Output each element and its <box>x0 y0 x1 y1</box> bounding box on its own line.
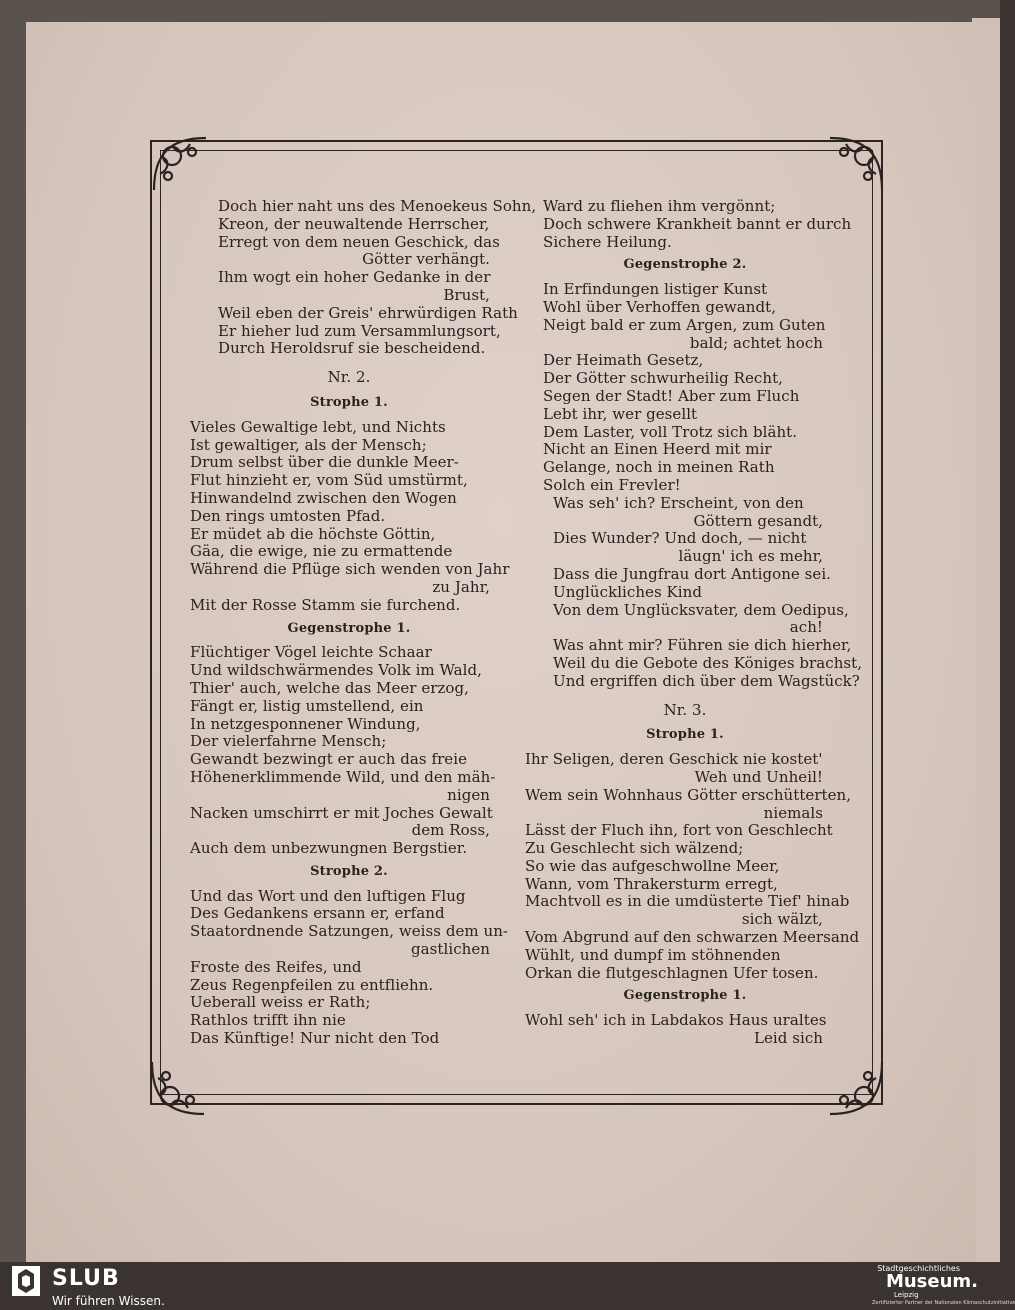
verse-line: So wie das aufgeschwollne Meer, <box>525 856 780 875</box>
verse-line: Auch dem unbezwungnen Bergstier. <box>190 839 468 858</box>
section-heading: Strophe 1. <box>646 727 724 743</box>
verse-line: Gelange, noch in meinen Rath <box>543 458 775 477</box>
verse-line: Drum selbst über die dunkle Meer- <box>190 453 459 472</box>
verse-line: Der Heimath Gesetz, <box>543 351 704 370</box>
verse-line: Höhenerklimmende Wild, und den mäh- <box>190 767 496 786</box>
verse-line: Er müdet ab die höchste Göttin, <box>190 524 436 543</box>
verse-line: Ist gewaltiger, als der Mensch; <box>190 435 427 454</box>
verse-line: Vom Abgrund auf den schwarzen Meersand <box>525 928 860 947</box>
verse-line: Zeus Regenpfeilen zu entfliehn. <box>190 975 434 994</box>
verse-line: Weh und Unheil! <box>694 767 823 786</box>
slub-tagline: Wir führen Wissen. <box>52 1294 165 1308</box>
verse-line: Weil eben der Greis' ehrwürdigen Rath <box>218 303 518 322</box>
museum-city: Leipzig <box>894 1291 919 1299</box>
verse-line: Er hieher lud zum Versammlungsort, <box>218 321 501 340</box>
verse-line: Und wildschwärmendes Volk im Wald, <box>190 661 482 680</box>
corner-ornament-icon <box>826 1058 886 1118</box>
right-text-column <box>525 197 863 1048</box>
verse-line: Von dem Unglücksvater, dem Oedipus, <box>553 600 849 619</box>
verse-line: Wohl seh' ich in Labdakos Haus uraltes <box>525 1011 827 1030</box>
section-heading: Strophe 2. <box>310 863 388 879</box>
verse-line: Der Götter schwurheilig Recht, <box>543 369 783 388</box>
verse-line: Lässt der Fluch ihn, fort von Geschlecht <box>525 821 833 840</box>
verse-line: Fängt er, listig umstellend, ein <box>190 696 424 715</box>
verse-line: Wühlt, und dumpf im stöhnenden <box>525 945 781 964</box>
verse-line: Vieles Gewaltige lebt, und Nichts <box>190 417 446 436</box>
section-heading: Gegenstrophe 1. <box>287 620 411 636</box>
section-heading: Gegenstrophe 2. <box>623 257 747 273</box>
slub-logo-icon[interactable] <box>12 1266 40 1296</box>
verse-line: nigen <box>447 785 490 804</box>
verse-line: Kreon, der neuwaltende Herrscher, <box>218 214 490 233</box>
verse-line: Wem sein Wohnhaus Götter erschütterten, <box>525 785 852 804</box>
verse-line: Was seh' ich? Erscheint, von den <box>553 493 804 512</box>
verse-line: Unglückliches Kind <box>553 582 703 601</box>
verse-line: Flüchtiger Vögel leichte Schaar <box>190 643 432 662</box>
verse-line: Dies Wunder? Und doch, — nicht <box>553 529 807 548</box>
verse-line: Solch ein Frevler! <box>543 475 681 494</box>
verse-line: Staatordnende Satzungen, weiss dem un- <box>190 922 509 941</box>
verse-line: Den rings umtosten Pfad. <box>190 506 386 525</box>
corner-ornament-icon <box>826 134 886 194</box>
verse-line: Doch hier naht uns des Menoekeus Sohn, <box>218 197 537 215</box>
verse-line: Und ergriffen dich über dem Wagstück? <box>553 671 860 690</box>
verse-line: In Erfindungen listiger Kunst <box>543 280 768 299</box>
left-text-column <box>190 197 537 1048</box>
verse-line: Was ahnt mir? Führen sie dich hierher, <box>553 636 852 655</box>
verse-line: Brust, <box>443 285 490 304</box>
verse-line: Durch Heroldsruf sie bescheidend. <box>218 339 486 358</box>
verse-line: Rathlos trifft ihn nie <box>190 1011 346 1030</box>
verse-line: zu Jahr, <box>432 577 490 596</box>
verse-line: Götter verhängt. <box>362 250 490 269</box>
verse-line: Sichere Heilung. <box>543 232 672 251</box>
verse-line: Des Gedankens ersann er, erfand <box>190 904 445 923</box>
verse-line: niemals <box>763 803 823 822</box>
verse-line: Neigt bald er zum Argen, zum Guten <box>543 315 826 334</box>
section-heading: Strophe 1. <box>310 394 388 410</box>
slub-name[interactable]: SLUB <box>52 1266 120 1291</box>
verse-line: Zu Geschlecht sich wälzend; <box>525 839 744 858</box>
verse-line: gastlichen <box>411 940 490 959</box>
verse-line: Flut hinzieht er, vom Süd umstürmt, <box>190 471 468 490</box>
verse-line: Wohl über Verhoffen gewandt, <box>543 297 777 316</box>
verse-line: Orkan die flutgeschlagnen Ufer tosen. <box>525 963 819 982</box>
verse-line: Hinwandelnd zwischen den Wogen <box>190 488 457 507</box>
museum-name[interactable]: Museum. <box>885 1271 978 1292</box>
section-heading: Nr. 3. <box>663 700 707 719</box>
verse-line: Erregt von dem neuen Geschick, das <box>218 232 500 251</box>
verse-line: Weil du die Gebote des Königes brachst, <box>553 653 863 672</box>
verse-line: Nicht an Einen Heerd mit mir <box>543 440 772 459</box>
verse-line: Und das Wort und den luftigen Flug <box>190 886 466 905</box>
verse-line: Gewandt bezwingt er auch das freie <box>190 750 468 769</box>
verse-line: Ueberall weiss er Rath; <box>190 993 371 1012</box>
verse-line: Doch schwere Krankheit bannt er durch <box>543 214 852 233</box>
verse-line: Das Künftige! Nur nicht den Tod <box>190 1029 440 1048</box>
verse-line: Thier' auch, welche das Meer erzog, <box>190 678 469 697</box>
verse-line: Froste des Reifes, und <box>190 957 362 976</box>
corner-ornament-icon <box>148 1058 208 1118</box>
verse-line: Ihr Seligen, deren Geschick nie kostet' <box>525 750 823 769</box>
verse-line: läugn' ich es mehr, <box>678 547 823 566</box>
museum-note: Zertifizierter Partner der Nationalen Klimaschutzinitiative <box>872 1300 1015 1306</box>
museum-label: Stadtgeschichtliches <box>877 1264 960 1273</box>
verse-line: sich wälzt, <box>741 910 823 929</box>
verse-line: Ward zu fliehen ihm vergönnt; <box>543 197 776 215</box>
verse-line: bald; achtet hoch <box>689 333 823 352</box>
verse-line: Ihm wogt ein hoher Gedanke in der <box>218 268 491 287</box>
verse-line: Nacken umschirrt er mit Joches Gewalt <box>190 803 493 822</box>
verse-line: Dass die Jungfrau dort Antigone sei. <box>553 564 832 583</box>
verse-line: Gäa, die ewige, nie zu ermattende <box>190 542 453 561</box>
corner-ornament-icon <box>150 134 210 194</box>
verse-line: dem Ross, <box>411 821 490 840</box>
section-heading: Nr. 2. <box>327 368 371 387</box>
verse-line: Mit der Rosse Stamm sie furchend. <box>190 595 461 614</box>
adjacent-page-edge <box>972 18 1000 1262</box>
verse-line: Göttern gesandt, <box>693 511 823 530</box>
verse-line: Segen der Stadt! Aber zum Fluch <box>543 386 800 405</box>
verse-line: In netzgesponnener Windung, <box>190 714 421 733</box>
verse-line: Wann, vom Thrakersturm erregt, <box>525 874 778 893</box>
verse-line: Lebt ihr, wer gesellt <box>543 404 698 423</box>
verse-line: Machtvoll es in die umdüsterte Tief' hinab <box>525 892 850 911</box>
verse-line: Der vielerfahrne Mensch; <box>190 732 387 751</box>
section-heading: Gegenstrophe 1. <box>623 988 747 1004</box>
verse-line: ach! <box>789 618 823 637</box>
verse-line: Während die Pflüge sich wenden von Jahr <box>190 560 510 579</box>
verse-line: Dem Laster, voll Trotz sich bläht. <box>543 422 798 441</box>
verse-line: Leid sich <box>753 1029 823 1048</box>
